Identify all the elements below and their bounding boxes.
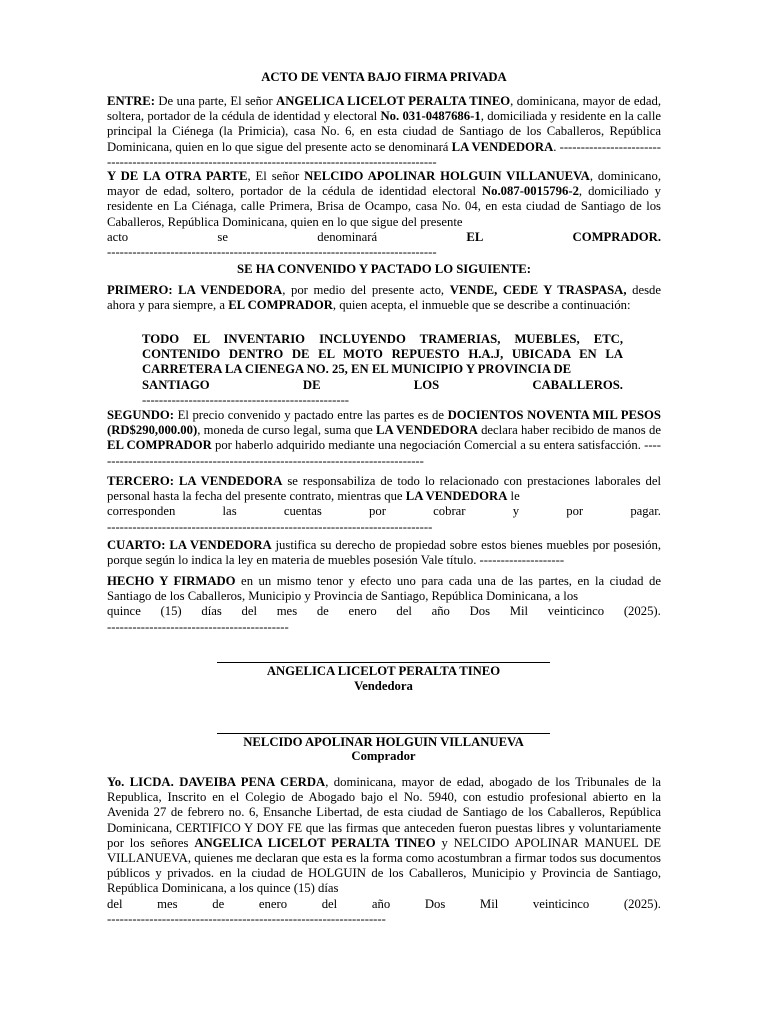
primero-label: PRIMERO: LA VENDEDORA: [107, 283, 283, 297]
entre-label: ENTRE:: [107, 94, 155, 108]
price: DOCIENTOS NOVENTA MIL PESOS (RD$290,000.00): [107, 408, 661, 438]
paragraph-tercero: TERCERO: LA VENDEDORA se responsabiliza de todo lo relacionado con prestaciones laborales del personal hasta la fecha del presente contrato, mientras que LA VENDEDORA le corresponden las cuentas por cobrar y por pagar. -----------------------------------------------------------------------------: [107, 474, 661, 534]
spread-line: corresponden las cuentas por cobrar y por pagar.: [107, 504, 661, 519]
paragraph-cuarto: CUARTO: LA VENDEDORA justifica su derecho de propiedad sobre estos bienes muebles por posesión, porque según lo indica la ley en materia de muebles posesión Vale título. --------------------: [107, 538, 661, 568]
dash-filler: -----------------------------------------------------------------------------: [107, 519, 433, 534]
buyer-cedula: No.087-0015796-2: [482, 184, 579, 199]
document-title: ACTO DE VENTA BAJO FIRMA PRIVADA: [261, 70, 507, 84]
paragraph-hecho: HECHO Y FIRMADO en un mismo tenor y efecto uno para cada una de las partes, en la ciudad de Santiago de los Caballeros, Municipio y Provincia de Santiago, República Dominicana, a los quince (15) días del mes de enero del año Dos Mil veinticinco (2025). -------------------------------------------: [107, 574, 661, 634]
dash-filler: ------------------------------------------------------------------------------------------------------: [107, 139, 662, 169]
segundo-label: SEGUNDO:: [107, 408, 174, 422]
signature-line-seller: [217, 662, 550, 663]
paragraph-primero: PRIMERO: LA VENDEDORA, por medio del presente acto, VENDE, CEDE Y TRASPASA, desde ahora y para siempre, a EL COMPRADOR, quien acepta, el inmueble que se describe a continuación:: [107, 283, 662, 313]
seller-name: ANGELICA LICELOT PERALTA TINEO: [276, 94, 511, 108]
signature-name-buyer: NELCIDO APOLINAR HOLGUIN VILLANUEVA: [243, 735, 524, 749]
paragraph-entre: ENTRE: De una parte, El señor ANGELICA LICELOT PERALTA TINEO, dominicana, mayor de edad, soltera, portador de la cédula de identidad y electoral No. 031-0487686-1, domiciliada y residente en la calle principal la Ciénega (la Primicia), casa No. 6, en esta ciudad de Santiago de los Caballeros, República Dominicana, quien en lo que sigue del presente acto se denominará LA VENDEDORA. ------------------------------------------------------------------------------------------------------: [107, 94, 662, 169]
buyer-name: NELCIDO APOLINAR HOLGUIN VILLANUEVA: [304, 169, 590, 183]
section-heading: SE HA CONVENIDO Y PACTADO LO SIGUIENTE:: [237, 262, 531, 276]
spread-line: del mes de enero del año Dos Mil veinticinco (2025).: [107, 896, 661, 911]
paragraph-segundo: SEGUNDO: El precio convenido y pactado entre las partes es de DOCIENTOS NOVENTA MIL PESOS (RD$290,000.00), moneda de curso legal, suma que LA VENDEDORA declara haber recibido de manos de EL COMPRADOR por haberlo adquirido mediante una negociación Comercial a su entera satisfacción. -------------------------------------------------------------------------------: [107, 408, 662, 468]
dash-filler: -------------------------------------------------------------------------------: [107, 438, 662, 468]
otra-label: Y DE LA OTRA PARTE: [107, 169, 248, 183]
cuarto-label: CUARTO: LA VENDEDORA: [107, 538, 272, 552]
signature-line-buyer: [217, 733, 550, 734]
spread-line: quince (15) días del mes de enero del año Dos Mil veinticinco (2025).: [107, 604, 661, 619]
spread-line: acto se denominará EL COMPRADOR.: [107, 229, 661, 244]
notary-label: Yo. LICDA. DAVEIBA PENA CERDA: [107, 775, 326, 789]
signature-role-seller: Vendedora: [354, 679, 413, 693]
dash-filler: ------------------------------------------------------------------------------: [107, 245, 437, 260]
paragraph-notary: Yo. LICDA. DAVEIBA PENA CERDA, dominicana, mayor de edad, abogado de los Tribunales de la Republica, Inscrito en el Colegio de Abogado bajo el No. 5940, con estudio profesional abierto en la Avenida 27 de febrero no. 6, Ensanche Libertad, de esta ciudad de Santiago de los Caballeros, República Dominicana, CERTIFICO Y DOY FE que las firmas que anteceden fueron puestas libres y voluntariamente por los señores ANGELICA LICELOT PERALTA TINEO y NELCIDO APOLINAR MANUEL DE VILLANUEVA, quienes me declaran que esta es la forma como acostumbran a firmar todos sus documentos públicos y privados. en la ciudad de HOLGUIN de los Caballeros, Municipio y Provincia de Santiago, República Dominicana, a los quince (15) días del mes de enero del año Dos Mil veinticinco (2025). ------------------------------------------------------------------: [107, 775, 661, 926]
spread-line: SANTIAGO DE LOS CABALLEROS.: [142, 377, 623, 392]
signature-role-buyer: Comprador: [351, 749, 416, 763]
paragraph-otra-parte: Y DE LA OTRA PARTE, El señor NELCIDO APOLINAR HOLGUIN VILLANUEVA, dominicano, mayor de edad, soltero, portador de la cédula de identidad electoral No.087-0015796-2, domiciliado y residente en La Ciénaga, calle Primera, Brisa de Ocampo, casa No. 04, en esta ciudad de Santiago de los Caballeros, República Dominicana, quien en lo que sigue del presente acto se denominará EL COMPRADOR. ------------------------------------------------------------------------------: [107, 169, 662, 260]
dash-filler: -------------------------------------------: [107, 619, 289, 634]
seller-role: LA VENDEDORA: [451, 139, 554, 154]
dash-filler: --------------------: [479, 553, 565, 568]
signature-name-seller: ANGELICA LICELOT PERALTA TINEO: [266, 664, 501, 678]
inventory-description: TODO EL INVENTARIO INCLUYENDO TRAMERIAS, MUEBLES, ETC, CONTENIDO DENTRO DE EL MOTO REPUESTO H.A.J, UBICADA EN LA CARRETERA LA CIENEGA NO. 25, EN EL MUNICIPIO Y PROVINCIA DE SANTIAGO DE LOS CABALLEROS. -------------------------------------------------: [142, 332, 623, 407]
tercero-label: TERCERO: LA VENDEDORA: [107, 474, 283, 488]
dash-filler: -------------------------------------------------: [142, 392, 350, 407]
dash-filler: ------------------------------------------------------------------: [107, 911, 386, 926]
hecho-label: HECHO Y FIRMADO: [107, 574, 236, 588]
seller-cedula: No. 031-0487686-1: [380, 109, 481, 124]
